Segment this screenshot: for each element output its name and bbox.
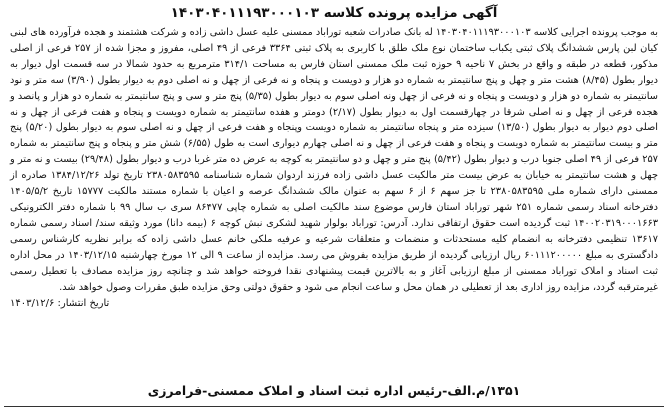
- notice-body: به موجب پرونده اجرایی کلاسه ۱۴۰۳۰۴۰۱۱۱۹۳۰۰۰۱۰۳ له بانک صادرات شعبه توراباد ممسنی علیه عسل داشی زاده و شرکت هشتمند و هجده فرآورده های لبنی کیان لبن پارس ششدانگ پلاک ثبتی یکباب ساختمان نوع ملک طلق با کاربری به پلاک ثبتی ۳۳۶۴ فرعی از ۴۹ اصلی، مفروز و مجزا شده از ۲۵۷ فرعی از اصلی مذکور، قطعه در طبقه و واقع در بخش ۷ ناحیه ۹ حوزه ثبت ملک ممسنی استان فارس به مساحت ۳۱۴/۱ مترمربع به حدود شمالا در سه قسمت اول دیوار به دیوار بطول (۸/۴۵) هشت متر و چهل و پنج سانتیمتر به شماره دو هزار و دویست و پنجاه و نه فرعی از چهل و نه اصلی دوم به دیوار بطول (۳/۹۰) سه متر و نود سانتیمتر به شماره دو هزار و دویست و پنجاه و نه فرعی از چهل ونه اصلی سوم به دیوار بطول (۵/۳۵) پنج متر و سی و پنج سانتیمتر به شماره دو هزار و پانصد و هجده فرعی از چهل و نه اصلی شرقا در چهارقسمت اول به دیوار بطول (۲/۱۷) دومتر و هفده سانتیمتر به شماره دویست و پنجاه و هفت فرعی از چهل و نه اصلی دوم دیوار به دیوار بطول (۱۳/۵۰) سیزده متر و پنجاه سانتیمتر به شماره دویست وپنجاه و هفت فرعی از چهل و نه اصلی سوم به دیوار بطول (۵/۲۰) پنج متر و بیست سانتیمتر به شماره دویست و پنجاه و هفت فرعی از چهل و نه اصلی چهارم دیواری است به طول (۶/۵۵) شش متر و پنجاه و پنج سانتیمتر به شماره ۲۵۷ فرعی از ۴۹ اصلی جنوبا درب و دیوار بطول (۵/۴۲) پنج متر و چهل و دو سانتیمتر به کوچه به عرض ده متر غربا درب و دیوار بطول (۲۹/۴۸) بیست و نه متر و چهل و هشت سانتیمتر به خیابان به عرض بیست متر مالکیت عسل داشی زاده فرزند اردوان شماره شناسنامه ۲۳۸۰۵۸۳۵۹۵ تاریخ تولد ۱۳۸۴/۱۲/۲۶ صادره از ممسنی دارای شماره ملی ۲۳۸۰۵۸۳۵۹۵ تا جز سهم ۶ از ۶ سهم به عنوان مالک ششدانگ عرصه و اعیان با شماره مستند مالکیت ۱۵۷۷۷ تاریخ ۱۴۰۵/۵/۲ دفترخانه اسناد رسمی شماره ۲۵۱ شهر توراباد استان فارس موضوع سند مالکیت اصلی به شماره چاپی ۸۶۴۷۷ سری ب سال ۹۹ با شماره دفتر الکترونیکی ۱۴۰۰۲۰۳۱۹۰۰۰۱۶۶۳ ثبت گردیده است حقوق ارتفاقی ندارد. آدرس: توراباد بولوار شهید لشکری نبش کوچه ۶ (بیمه دانا) مورد وثیقه سند/ اسناد رسمی شماره ۱۳۶۱۷ تنظیمی دفترخانه به انضمام کلیه مستحدثات و منضمات و متعلقات شرعیه و عرفیه ملکی خانم عسل داشی زاده که برابر نظریه کارشناس رسمی دادگستری به مبلغ ۶۰۱۱۱۲۰۰۰۰۰ ریال ارزیابی گردیده از طریق مزایده بفروش می رسد. مزایده از ساعت ۹ الی ۱۲ مورخ چهارشنبه ۱۴۰۳/۱۲/۱۵ در محل اداره ثبت اسناد و املاک توراباد ممسنی از مبلغ ارزیابی آغاز و به بالاترین قیمت پیشنهادی نقدا فروخته خواهد شد و چنانچه روز مزایده مصادف با تعطیل رسمی غیرمترقبه گردد، مزایده روز اداری بعد از تعطیلی در همان محل و ساعت انجام می شود و حقوق دولتی وحق مزایده طبق مقررات وصول خواهد شد.: [10, 27, 659, 293]
- bottom-divider: [4, 406, 664, 407]
- publish-date: تاریخ انتشار: ۱۴۰۳/۱۲/۶: [10, 298, 110, 310]
- signature-line: ۱۳۵۱/م.الف-رئیس اداره ثبت اسناد و املاک ممسنی-فرامرزی: [147, 383, 521, 398]
- notice-title: آگهی مزایده پرونده کلاسه ۱۴۰۳۰۴۰۱۱۱۹۳۰۰۰۱۰۳: [170, 5, 498, 21]
